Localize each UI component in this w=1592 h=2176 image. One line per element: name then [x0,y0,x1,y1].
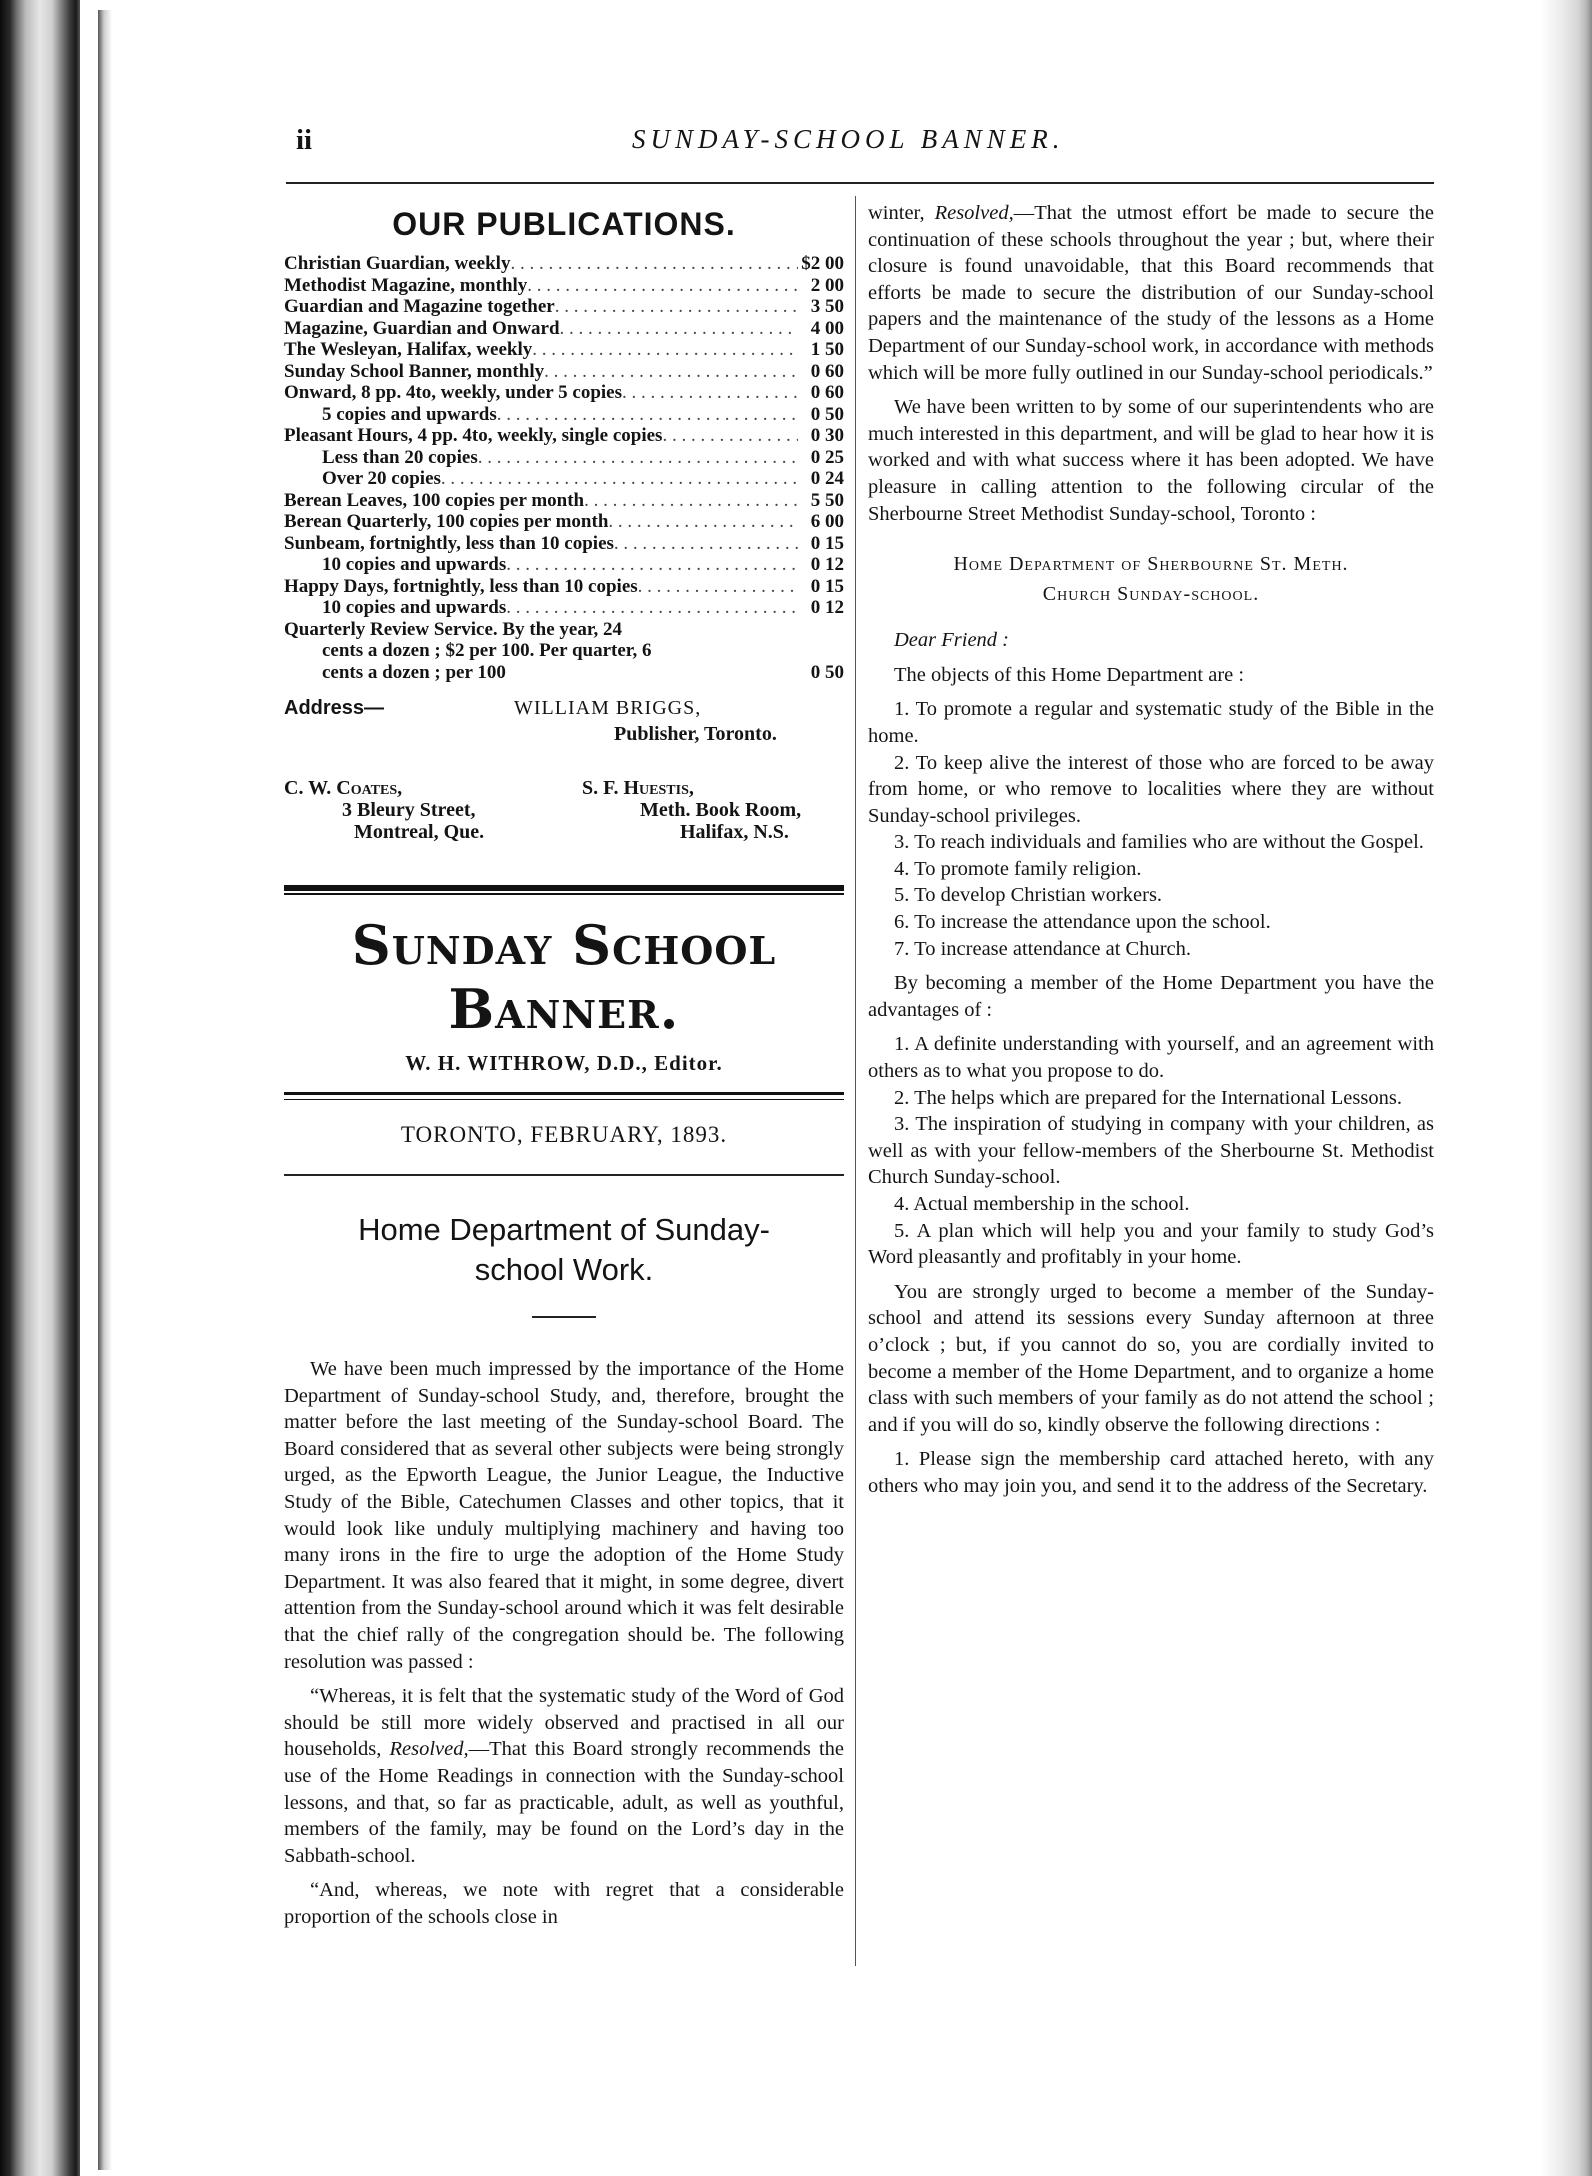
masthead-rule-thin [284,893,844,895]
publication-name: Over 20 copies [322,468,441,489]
masthead-title: Sunday School Banner. [351,913,777,1041]
article-paragraph-continued: winter, Resolved,—That the utmost effort be made to secure the continuation of these schools throughout the year ; but, where their closure is found unavoidable, that this Board recommends that efforts be made to secure the distribution of our Sunday-school papers and the maintenance of the study of the lessons as a Home Department of our Sunday-school work, in accordance with methods which will be more fully outlined in our Sunday-school periodicals.” [868,202,1434,384]
publisher-name: WILLIAM BRIGGS, [514,697,702,719]
leader-dots [608,511,798,533]
advantages-list [868,1031,1434,1270]
publication-name: Happy Days, fortnightly, less than 10 copies [284,575,638,597]
leader-dots [544,361,798,383]
agent-montreal: C. W. Coates, 3 Bleury Street, Montreal, Que. [284,777,485,843]
direction-1: 1. Please sign the membership card attached hereto, with any others who may join you, and send it to the address of the Secretary. [868,1448,1434,1497]
leader-dots [555,296,798,318]
publication-price: 0 15 [810,532,844,554]
publication-price: 0 25 [810,446,844,468]
publication-price: 2 00 [810,274,844,296]
publication-name: 5 copies and upwards [322,403,497,425]
right-column [868,200,1434,1508]
article-body-left [284,1356,844,1930]
publication-name: Christian Guardian, weekly [284,253,511,274]
object-item: 7. To increase attendance at Church. [894,937,1192,960]
publication-name: 10 copies and upwards [322,554,507,575]
urge-paragraph: You are strongly urged to become a member of the Sunday-school and attend its sessions every Sunday afternoon at three o’clock ; but, if you cannot do so, you are cordially invited to become a member of the Home Department, and to organize a home class with such members of your family as do not attend the school ; and if you will do so, kindly observe the following directions : [868,1280,1434,1436]
publication-row [284,597,844,619]
header-rule [286,182,1434,184]
publication-name: The Wesleyan, Halifax, weekly [284,339,533,360]
address-block [284,697,844,767]
publication-price: 0 12 [810,597,844,618]
article-paragraph-2: “Whereas, it is felt that the systematic study of the Word of God should be still more widely observed and practised in all our households, Resolved,—That this Board strongly recommends the use of the Home Readings in connection with the Sunday-school lessons, and that, so far as practicable, adult, as well as youthful, members of the family, may be found on the Lord’s day in the Sabbath-school. [284,1685,844,1867]
advantage-item: 1. A definite understanding with yourself, and an agreement with others as to what you propose to do. [868,1033,1434,1083]
publication-price: 0 60 [810,382,844,403]
publication-row [284,511,844,533]
publication-price: $2 00 [801,253,844,274]
publication-row [284,490,844,512]
running-head [296,124,1434,164]
page-number: ii [296,124,313,156]
article-body-right [868,200,1434,1500]
editor-rule [284,1092,844,1100]
publication-name: Berean Quarterly, 100 copies per month [284,511,609,532]
article-paragraph-superintendents: We have been written to by some of our superintendents who are much interested in this department, and will be glad to hear how it is worked and with what success where it has been adopted. We have pleasure in calling attention to the following circular of the Sherbourne Street Methodist Sunday-school, Toronto : [868,396,1434,525]
publication-price: 4 00 [810,317,844,339]
quarterly-price: 0 50 [810,661,844,683]
quarterly-line-1: Quarterly Review Service. By the year, 24 [284,618,623,640]
publication-row [284,533,844,555]
leader-dots [510,253,798,275]
leader-dots [506,554,798,576]
leader-dots [584,490,798,512]
publication-row [284,425,844,447]
article-paragraph-1: We have been much impressed by the importance of the Home Department of Sunday-school Study, and, therefore, brought the matter before the last meeting of the Sunday-school Board. The Board considered that as several other subjects were being strongly urged, as the Epworth League, the Junior League, the Inductive Study of the Bible, Catechumen Classes and other topics, that it would look like unduly multiplying machinery and having too many irons in the fire to urge the adoption of the Home Study Department. It was also feared that it might, in some degree, divert attention from the Sunday-school around which it was felt desirable that the chief rally of the congregation should be. The following resolution was passed : [284,1358,844,1673]
dateline: TORONTO, FEBRUARY, 1893. [400,1122,728,1147]
object-item: 3. To reach individuals and families who are without the Gospel. [894,831,1424,854]
publication-price: 0 12 [810,554,844,575]
publication-row [284,468,844,490]
publication-name: Berean Leaves, 100 copies per month [284,489,585,511]
publication-name: Sunday School Banner, monthly [284,360,545,382]
publication-row [284,554,844,576]
publisher-title: Publisher, Toronto. [614,723,777,745]
quarterly-review-entry [284,619,844,684]
article-title: Home Department of Sunday- school Work. [358,1212,770,1287]
object-item: 2. To keep alive the interest of those who are forced to be away from home, or who remove to localities where they are without Sunday-school privileges. [868,751,1434,827]
publication-name: Pleasant Hours, 4 pp. 4to, weekly, single copies [284,425,663,446]
publication-price: 1 50 [810,339,844,360]
publication-row [284,253,844,275]
column-divider [855,196,856,1966]
quarterly-line-2: cents a dozen ; $2 per 100. Per quarter, 6 [322,640,652,661]
leader-dots [614,533,798,555]
object-item: 6. To increase the attendance upon the school. [894,911,1271,934]
leader-dots [662,425,798,447]
leader-dots [560,318,798,340]
leader-dots [532,339,798,361]
publication-price: 0 50 [810,403,844,425]
masthead-rule-thick [284,885,844,891]
leader-dots [527,275,798,297]
publication-price: 0 60 [810,360,844,382]
publication-row [284,382,844,404]
publication-name: Guardian and Magazine together [284,296,555,317]
leader-dots [622,382,798,404]
leader-dots [638,576,798,598]
object-item: 4. To promote family religion. [894,857,1142,880]
leader-dots [441,468,798,490]
publication-price: 0 30 [810,425,844,446]
publication-name: 10 copies and upwards [322,597,507,618]
publication-row [284,296,844,318]
agents-block [284,777,844,877]
quarterly-line-3: cents a dozen ; per 100 0 50 [322,661,844,683]
publication-name: Magazine, Guardian and Onward [284,317,560,339]
left-column [284,200,844,1938]
title-separator [532,1316,596,1318]
leader-dots [478,447,798,469]
leader-dots [506,597,798,619]
advantage-item: 5. A plan which will help you and your family to study God’s Word pleasantly and profitably in your home. [868,1219,1434,1269]
publication-name: Onward, 8 pp. 4to, weekly, under 5 copies [284,382,622,403]
publication-name: Sunbeam, fortnightly, less than 10 copies [284,532,614,554]
address-label: Address— [284,697,385,719]
publication-row [284,339,844,361]
editor-line: W. H. WITHROW, D.D., Editor. [405,1051,723,1075]
salutation: Dear Friend : [894,629,1010,652]
advantage-item: 2. The helps which are prepared for the International Lessons. [894,1086,1402,1109]
publication-price: 5 50 [810,489,844,511]
article-paragraph-3: “And, whereas, we note with regret that a considerable proportion of the schools close in [284,1879,844,1928]
publication-row [284,275,844,297]
running-title: SUNDAY-SCHOOL BANNER. [632,124,1065,154]
advantage-item: 4. Actual membership in the school. [894,1193,1190,1215]
publication-name: Methodist Magazine, monthly [284,274,528,296]
publication-name: Less than 20 copies [322,446,478,468]
publications-list [284,253,844,619]
publication-row [284,318,844,340]
dateline-rule [284,1174,844,1176]
advantages-intro: By becoming a member of the Home Department you have the advantages of : [868,972,1434,1021]
circular-heading: Home Department of Sherbourne St. Meth. Church Sunday-school. [953,553,1349,606]
publication-row [284,576,844,598]
publication-row [284,404,844,426]
objects-intro: The objects of this Home Department are : [894,663,1245,686]
publication-price: 0 24 [810,468,844,489]
leader-dots [497,404,798,426]
objects-list [868,696,1434,962]
publication-price: 3 50 [810,296,844,317]
publication-price: 0 15 [810,575,844,597]
publication-price: 6 00 [810,511,844,532]
object-item: 5. To develop Christian workers. [894,884,1163,907]
advantage-item: 3. The inspiration of studying in company with your children, as well as with your fellow-members of the Sherbourne St. Methodist Church Sunday-school. [868,1113,1434,1189]
publication-row [284,361,844,383]
object-item: 1. To promote a regular and systematic study of the Bible in the home. [868,698,1434,747]
publications-heading: OUR PUBLICATIONS. [392,206,736,242]
agent-halifax: S. F. Huestis, Meth. Book Room, Halifax, N.S. [582,777,802,843]
publication-row [284,447,844,469]
